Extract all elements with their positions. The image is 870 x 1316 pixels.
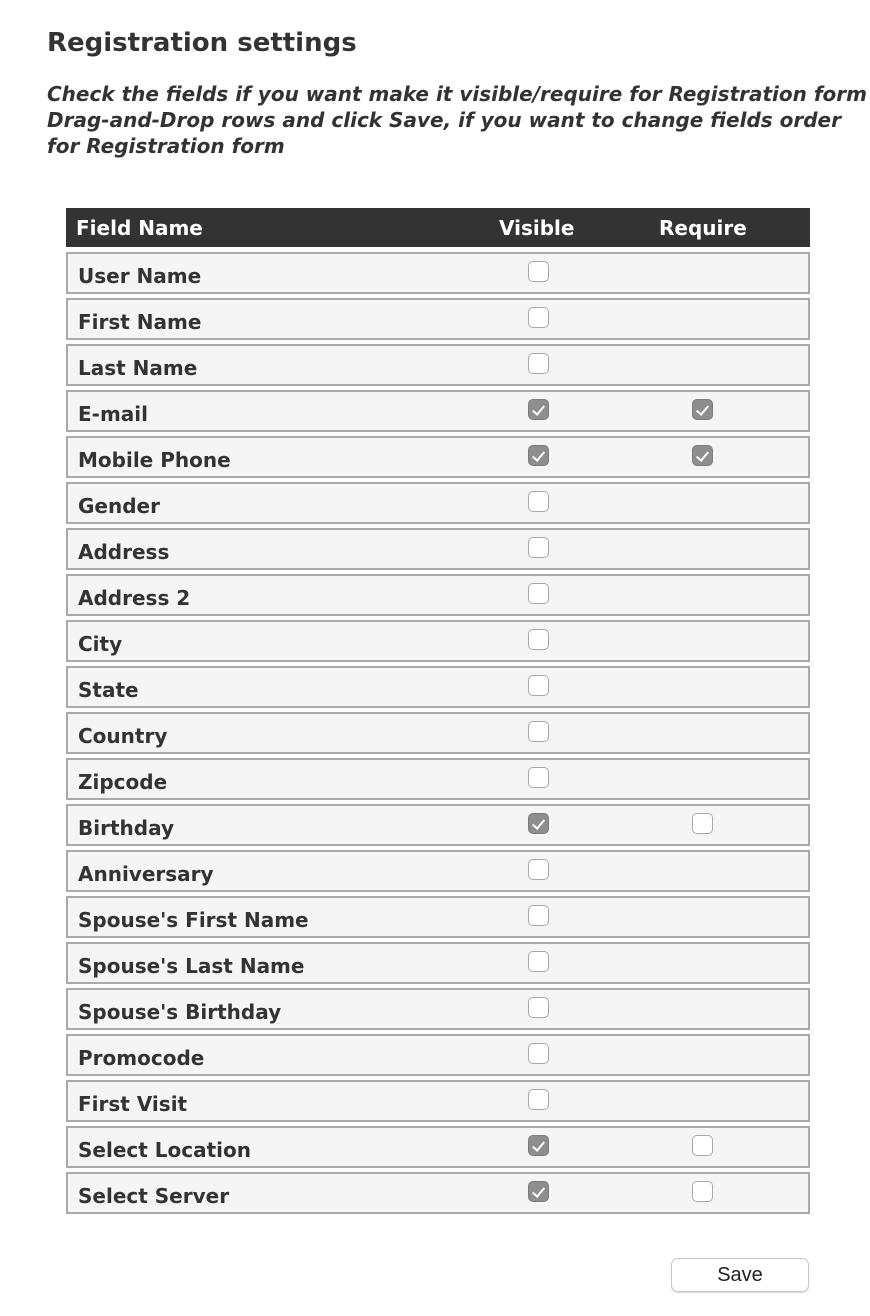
field-name: E-mail [78,402,149,426]
table-row[interactable] [66,528,810,570]
visible-checkbox[interactable] [528,997,549,1018]
require-checkbox[interactable] [692,445,713,466]
visible-checkbox[interactable] [528,1135,549,1156]
field-name: Promocode [78,1046,205,1070]
table-row[interactable] [66,1034,810,1076]
visible-checkbox[interactable] [528,905,549,926]
visible-checkbox[interactable] [528,491,549,512]
table-row[interactable] [66,620,810,662]
header-require: Require [659,216,747,240]
table-row[interactable] [66,1172,810,1214]
visible-checkbox[interactable] [528,675,549,696]
visible-checkbox[interactable] [528,261,549,282]
visible-checkbox[interactable] [528,445,549,466]
visible-checkbox[interactable] [528,629,549,650]
header-field-name: Field Name [76,216,203,240]
field-name: Mobile Phone [78,448,231,472]
field-name: Birthday [78,816,174,840]
table-row[interactable] [66,1080,810,1122]
table-row[interactable] [66,758,810,800]
require-checkbox[interactable] [692,1135,713,1156]
field-name: First Name [78,310,202,334]
table-row[interactable] [66,712,810,754]
visible-checkbox[interactable] [528,399,549,420]
instruction-drag-drop: Drag-and-Drop rows and click Save, if you want to change fields order for Registration form [47,108,841,158]
require-checkbox[interactable] [692,1181,713,1202]
table-row[interactable] [66,436,810,478]
table-row[interactable] [66,896,810,938]
table-row[interactable] [66,850,810,892]
table-row[interactable] [66,298,810,340]
field-name: First Visit [78,1092,188,1116]
table-row[interactable] [66,390,810,432]
visible-checkbox[interactable] [528,353,549,374]
table-header [66,208,810,247]
table-body [66,252,810,1214]
visible-checkbox[interactable] [528,859,549,880]
table-row[interactable] [66,666,810,708]
table-row[interactable] [66,252,810,294]
visible-checkbox[interactable] [528,721,549,742]
field-name: Last Name [78,356,198,380]
visible-checkbox[interactable] [528,537,549,558]
visible-checkbox[interactable] [528,1043,549,1064]
visible-checkbox[interactable] [528,583,549,604]
field-name: Country [78,724,168,748]
visible-checkbox[interactable] [528,307,549,328]
table-row[interactable] [66,1126,810,1168]
table-row[interactable] [66,804,810,846]
field-name: Anniversary [78,862,214,886]
visible-checkbox[interactable] [528,1181,549,1202]
field-name: Select Location [78,1138,251,1162]
table-row[interactable] [66,988,810,1030]
field-name: Zipcode [78,770,168,794]
table-row[interactable] [66,482,810,524]
field-name: User Name [78,264,202,288]
instructions [47,81,867,159]
field-name: Spouse's First Name [78,908,309,932]
table-row[interactable] [66,344,810,386]
visible-checkbox[interactable] [528,1089,549,1110]
field-name: Address 2 [78,586,191,610]
field-name: State [78,678,139,702]
table-row[interactable] [66,942,810,984]
visible-checkbox[interactable] [528,951,549,972]
save-button[interactable]: Save [671,1258,809,1292]
instruction-visibility: Check the fields if you want make it visible/require for Registration form [47,82,867,106]
field-name: Select Server [78,1184,230,1208]
require-checkbox[interactable] [692,813,713,834]
field-name: Spouse's Last Name [78,954,305,978]
field-name: Gender [78,494,160,518]
field-name: Address [78,540,170,564]
table-row[interactable] [66,574,810,616]
visible-checkbox[interactable] [528,767,549,788]
header-visible: Visible [499,216,575,240]
require-checkbox[interactable] [692,399,713,420]
visible-checkbox[interactable] [528,813,549,834]
field-name: Spouse's Birthday [78,1000,282,1024]
field-name: City [78,632,123,656]
page-title: Registration settings [47,28,357,58]
registration-fields-table [66,208,810,1218]
